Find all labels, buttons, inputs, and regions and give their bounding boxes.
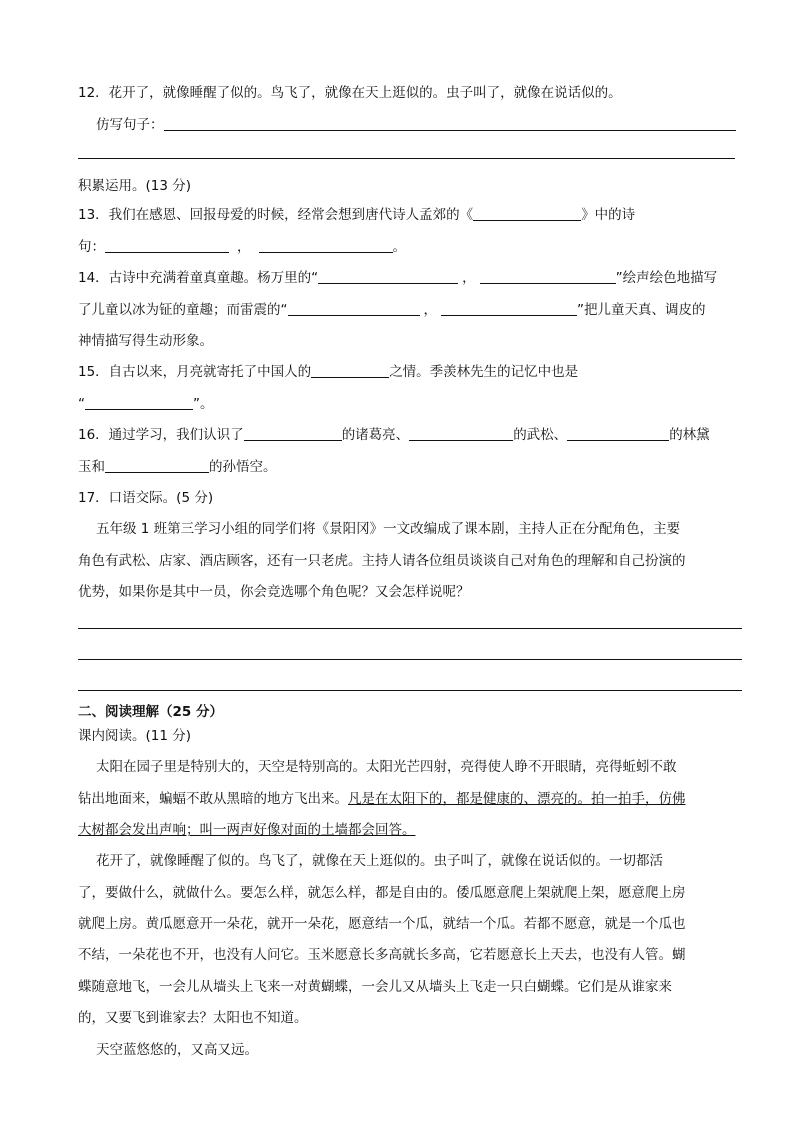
section-accumulation-title: 积累运用。(13 分) xyxy=(78,178,192,194)
answer-blank[interactable] xyxy=(311,363,389,378)
q16-text-e: 玉和 xyxy=(78,459,105,475)
q14-line2 xyxy=(78,300,706,320)
passage-line: 太阳在园子里是特别大的，天空是特别高的。太阳光芒四射，亮得使人睁不开眼睛，亮得蚯蚓不敢 xyxy=(96,759,677,775)
passage-text: 钻出地面来，蝙蝠不敢从黑暗的地方飞出来。 xyxy=(78,791,348,807)
q13-text-c: 句： xyxy=(78,239,105,255)
q16-text-c: 的武松、 xyxy=(513,427,568,443)
q14-text-a: 14．古诗中充满着童真童趣。杨万里的“ xyxy=(78,270,319,286)
q14-line1 xyxy=(78,268,717,288)
q15-line2 xyxy=(78,394,214,414)
answer-line[interactable] xyxy=(78,659,742,660)
answer-blank[interactable] xyxy=(164,116,736,131)
q14-text-e: ， xyxy=(423,302,437,318)
q15-text-d: ”。 xyxy=(193,396,214,412)
q14-text-c: ”绘声绘色地描写 xyxy=(615,270,718,286)
answer-blank[interactable] xyxy=(473,206,581,221)
q17-paragraph-line: 优势，如果你是其中一员，你会竞选哪个角色呢？又会怎样说呢？ xyxy=(78,584,470,600)
q17-paragraph-line: 角色有武松、店家、酒店顾客，还有一只老虎。主持人请各位组员谈谈自己对角色的理解和自己扮演的 xyxy=(78,553,686,569)
q14-line3: 神情描写得生动形象。 xyxy=(78,333,213,349)
answer-blank[interactable] xyxy=(409,426,513,441)
q12-sentence: 12．花开了，就像睡醒了似的。鸟飞了，就像在天上逛似的。虫子叫了，就像在说话似的。 xyxy=(78,85,622,101)
passage-line: 就爬上房。黄瓜愿意开一朵花，就开一朵花，愿意结一个瓜，就结一个瓜。若都不愿意，就是一个瓜也 xyxy=(78,916,686,932)
answer-blank[interactable] xyxy=(288,301,420,316)
answer-line[interactable] xyxy=(78,690,742,691)
answer-blank[interactable] xyxy=(318,269,458,284)
answer-line[interactable] xyxy=(78,158,735,159)
q13-line1 xyxy=(78,205,635,225)
answer-blank[interactable] xyxy=(105,238,229,253)
passage-line: 蝶随意地飞，一会儿从墙头上飞来一对黄蝴蝶，一会儿又从墙头上飞走一只白蝴蝶。它们是从谁家来 xyxy=(78,979,672,995)
q13-text-b: 》中的诗 xyxy=(581,207,636,223)
section-reading-subtitle: 课内阅读。(11 分) xyxy=(78,728,192,744)
q13-line2 xyxy=(78,237,406,257)
q13-text-d: ， xyxy=(237,239,251,255)
q16-text-d: 的林黛 xyxy=(669,427,710,443)
answer-blank[interactable] xyxy=(244,426,342,441)
passage-line: 天空蓝悠悠的，又高又远。 xyxy=(96,1042,258,1058)
q16-text-f: 的孙悟空。 xyxy=(209,459,277,475)
q15-text-a: 15．自古以来，月亮就寄托了中国人的 xyxy=(78,364,312,380)
answer-blank[interactable] xyxy=(105,458,209,473)
passage-underlined-line: 大树都会发出声响；叫一两声好像对面的土墙都会回答。 xyxy=(78,822,416,838)
q14-text-b: ， xyxy=(462,270,476,286)
q14-text-d: 了儿童以冰为钲的童趣；而雷震的“ xyxy=(78,302,288,318)
q17-title: 17．口语交际。(5 分) xyxy=(78,490,214,506)
passage-line: 花开了，就像睡醒了似的。鸟飞了，就像在天上逛似的。虫子叫了，就像在说话似的。一切都活 xyxy=(96,853,663,869)
passage-underlined-text: 凡是在太阳下的，都是健康的、漂亮的。拍一拍手，仿佛 xyxy=(348,791,686,807)
answer-blank[interactable] xyxy=(85,395,193,410)
q16-line1 xyxy=(78,425,710,445)
answer-line[interactable] xyxy=(78,628,742,629)
q13-text-e: 。 xyxy=(392,239,406,255)
answer-blank[interactable] xyxy=(567,426,669,441)
passage-line: 了，要做什么，就做什么。要怎么样，就怎么样，都是自由的。倭瓜愿意爬上架就爬上架，愿意爬上房 xyxy=(78,885,686,901)
q16-line2 xyxy=(78,457,277,477)
answer-blank[interactable] xyxy=(441,301,577,316)
passage-line: 的，又要飞到谁家去？太阳也不知道。 xyxy=(78,1010,308,1026)
q15-text-b: 之情。季羡林先生的记忆中也是 xyxy=(389,364,579,380)
q15-text-c: “ xyxy=(78,396,85,412)
answer-blank[interactable] xyxy=(480,269,616,284)
passage-line xyxy=(78,789,686,809)
passage-line: 不结，一朵花也不开，也没有人问它。玉米愿意长多高就长多高，它若愿意长上天去，也没有人管。蝴 xyxy=(78,947,686,963)
q16-text-b: 的诸葛亮、 xyxy=(341,427,410,443)
q12-prompt-label: 仿写句子： xyxy=(96,117,164,133)
q17-paragraph-line: 五年级 1 班第三学习小组的同学们将《景阳冈》一文改编成了课本剧，主持人正在分配角色，主要 xyxy=(96,521,681,537)
q12-prompt xyxy=(96,115,736,135)
section-reading-title: 二、阅读理解（25 分） xyxy=(78,704,223,720)
answer-blank[interactable] xyxy=(259,238,393,253)
q13-text-a: 13．我们在感恩、回报母爱的时候，经常会想到唐代诗人孟郊的《 xyxy=(78,207,474,223)
q15-line1 xyxy=(78,362,578,382)
q14-text-f: ”把儿童天真、调皮的 xyxy=(577,302,706,318)
q16-text-a: 16．通过学习，我们认识了 xyxy=(78,427,244,443)
